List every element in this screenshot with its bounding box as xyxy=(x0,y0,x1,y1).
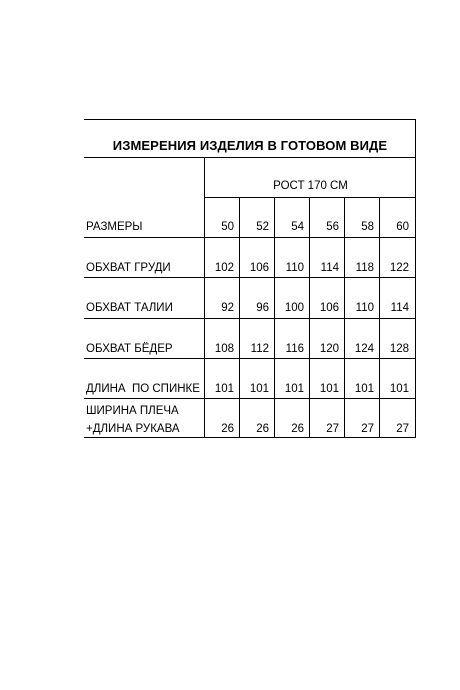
measurement-value: 124 xyxy=(354,343,374,355)
size-cell: 56 xyxy=(326,221,339,233)
measurement-value: 128 xyxy=(389,343,409,355)
measurement-value: 114 xyxy=(320,262,339,274)
measurement-row-label: ОБХВАТ ТАЛИИ xyxy=(86,302,173,314)
measurement-value: 26 xyxy=(256,423,269,435)
measurement-value: 26 xyxy=(221,423,234,435)
row-divider xyxy=(84,237,416,238)
measurement-value: 114 xyxy=(390,302,409,314)
size-cell: 52 xyxy=(256,221,269,233)
title-bottom-border xyxy=(84,157,416,158)
measurement-value: 96 xyxy=(256,302,269,314)
measurement-value: 101 xyxy=(319,383,339,395)
measurement-value: 108 xyxy=(214,343,234,355)
measurement-value: 110 xyxy=(355,302,374,314)
height-label: РОСТ 170 СМ xyxy=(273,180,348,192)
measurement-value: 102 xyxy=(214,262,234,274)
measurement-value: 110 xyxy=(285,262,304,274)
size-row-label: РАЗМЕРЫ xyxy=(86,221,143,233)
measurement-value: 26 xyxy=(291,423,304,435)
measurement-row-label-line1: ШИРИНА ПЛЕЧА xyxy=(86,405,179,417)
row-divider xyxy=(84,437,416,438)
measurement-value: 101 xyxy=(249,383,269,395)
measurement-value: 106 xyxy=(319,302,339,314)
height-header-bottom-border xyxy=(204,197,416,198)
row-divider xyxy=(84,277,416,278)
size-cell: 60 xyxy=(396,221,409,233)
measurement-value: 27 xyxy=(396,423,409,435)
measurement-value: 101 xyxy=(214,383,234,395)
measurement-value: 106 xyxy=(249,262,269,274)
measurement-row-label: ОБХВАТ БЁДЕР xyxy=(86,343,173,355)
measurement-value: 112 xyxy=(250,343,269,355)
size-cell: 50 xyxy=(221,221,234,233)
measurement-row-label-line2: +ДЛИНА РУКАВА xyxy=(86,423,180,435)
table-right-border xyxy=(415,119,416,438)
measurement-value: 101 xyxy=(284,383,304,395)
measurement-value: 122 xyxy=(389,262,409,274)
size-cell: 54 xyxy=(291,221,304,233)
table-top-border xyxy=(84,119,416,120)
height-header-left-border xyxy=(204,157,205,199)
row-divider xyxy=(84,358,416,359)
measurement-value: 100 xyxy=(284,302,304,314)
measurement-value: 101 xyxy=(354,383,374,395)
size-cell: 58 xyxy=(361,221,374,233)
measurement-value: 92 xyxy=(221,302,234,314)
measurement-row-label: ОБХВАТ ГРУДИ xyxy=(86,262,171,274)
measurement-value: 118 xyxy=(355,262,374,274)
measurement-value: 120 xyxy=(319,343,339,355)
measurement-value: 116 xyxy=(285,343,304,355)
measurement-value: 101 xyxy=(389,383,409,395)
row-divider xyxy=(84,398,416,399)
measurement-row-label: ДЛИНА ПО СПИНКЕ xyxy=(86,383,200,395)
table-title: ИЗМЕРЕНИЯ ИЗДЕЛИЯ В ГОТОВОМ ВИДЕ xyxy=(112,138,388,153)
measurement-value: 27 xyxy=(361,423,374,435)
measurement-value: 27 xyxy=(326,423,339,435)
row-divider xyxy=(84,318,416,319)
